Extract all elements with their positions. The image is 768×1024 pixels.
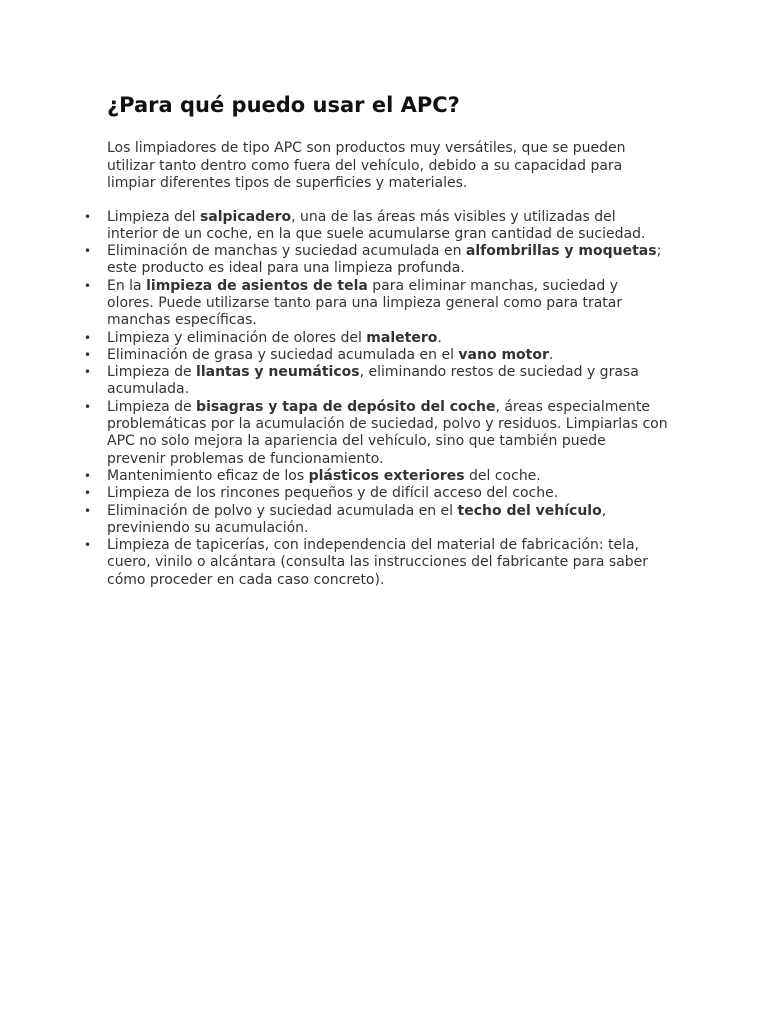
list-item: • Mantenimiento eficaz de los plásticos exteriores del coche. <box>107 468 668 485</box>
list-item: • Limpieza y eliminación de olores del maletero. <box>107 330 668 347</box>
list-item: • En la limpieza de asientos de tela para eliminar manchas, suciedad y olores. Puede utilizarse tanto para una limpieza general como para tratar manchas específicas. <box>107 278 668 330</box>
bullet-list <box>107 209 668 590</box>
page-title: ¿Para qué puedo usar el APC? <box>107 93 460 117</box>
list-item: • Eliminación de manchas y suciedad acumulada en alfombrillas y moquetas; este producto es ideal para una limpieza profunda. <box>107 243 668 278</box>
list-item: • Eliminación de polvo y suciedad acumulada en el techo del vehículo, previniendo su acumulación. <box>107 503 668 538</box>
list-item: • Limpieza de llantas y neumáticos, eliminando restos de suciedad y grasa acumulada. <box>107 364 668 399</box>
list-item: • Limpieza de bisagras y tapa de depósito del coche, áreas especialmente problemáticas por la acumulación de suciedad, polvo y residuos. Limpiarlas con APC no solo mejora la apariencia del vehículo, sino que también puede prevenir problemas de funcionamiento. <box>107 399 668 468</box>
intro-paragraph: Los limpiadores de tipo APC son productos muy versátiles, que se pueden utilizar tanto dentro como fuera del vehículo, debido a su capacidad para limpiar diferentes tipos de superficies y materiales. <box>107 140 626 191</box>
list-item: • Limpieza del salpicadero, una de las áreas más visibles y utilizadas del interior de un coche, en la que suele acumularse gran cantidad de suciedad. <box>107 209 668 244</box>
list-item: • Eliminación de grasa y suciedad acumulada en el vano motor. <box>107 347 668 364</box>
list-item: • Limpieza de tapicerías, con independencia del material de fabricación: tela, cuero, vinilo o alcántara (consulta las instrucciones del fabricante para saber cómo proceder en cada caso concreto). <box>107 537 668 589</box>
list-item: • Limpieza de los rincones pequeños y de difícil acceso del coche. <box>107 485 668 502</box>
